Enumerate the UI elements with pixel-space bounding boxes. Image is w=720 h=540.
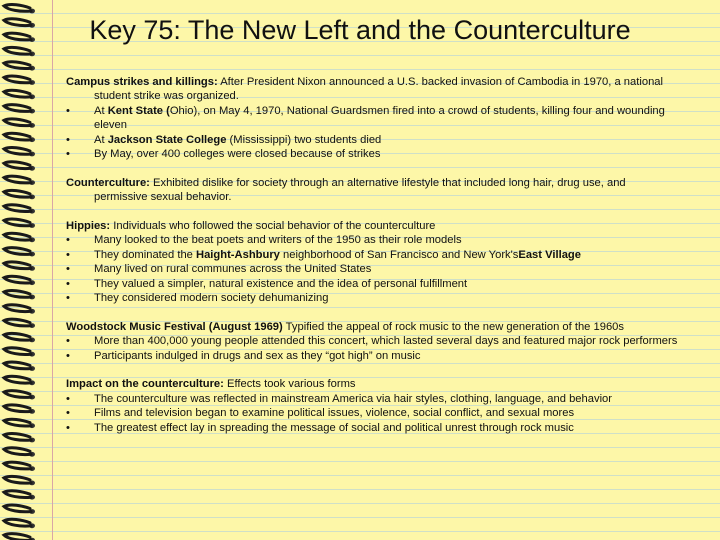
section-text: Effects took various forms: [223, 378, 356, 391]
section-counterculture: [66, 176, 678, 205]
spiral-ring: [4, 47, 35, 56]
spiral-ring: [4, 162, 35, 171]
item-text: By May, over 400 colleges were closed because of strikes: [94, 148, 381, 161]
item-text: Many looked to the beat poets and writers of the 1950 as their role models: [94, 234, 462, 247]
spiral-ring: [4, 205, 35, 214]
spiral-ring: [4, 90, 35, 99]
list-item: [66, 248, 678, 262]
section-intro: [66, 75, 678, 104]
list-item: [66, 349, 678, 363]
spiral-ring: [4, 176, 35, 185]
list-item: [66, 406, 678, 420]
item-emphasis: Kent State (: [107, 104, 170, 117]
list-item: [66, 262, 678, 276]
section-intro: [66, 219, 678, 233]
spiral-ring: [4, 133, 35, 142]
spiral-ring: [4, 5, 35, 14]
spiral-ring: [4, 148, 35, 157]
section-text: Exhibited dislike for society through an alternative lifestyle that included long hair, drug use, and permissive sexual behavior.: [94, 176, 626, 204]
spiral-ring: [4, 462, 35, 471]
section-hippies: [66, 219, 678, 305]
spiral-ring: [4, 534, 35, 540]
spiral-ring: [4, 333, 35, 342]
spiral-ring: [4, 262, 35, 271]
spiral-ring: [4, 76, 35, 85]
spiral-ring: [4, 476, 35, 485]
item-text: At: [94, 104, 108, 117]
item-text: They dominated the: [94, 248, 196, 261]
section-heading: Woodstock Music Festival (August 1969): [66, 320, 283, 333]
section-intro: [66, 320, 678, 334]
item-text: More than 400,000 young people attended this concert, which lasted several days and featured major rock performers: [94, 335, 678, 348]
spiral-ring: [4, 119, 35, 128]
item-text: (Mississippi) two students died: [226, 133, 382, 146]
section-impact: [66, 377, 678, 435]
item-text: At: [94, 133, 108, 146]
section-text: Typified the appeal of rock music to the new generation of the 1960s: [282, 320, 624, 333]
list-item: [66, 421, 678, 435]
spiral-ring: [4, 276, 35, 285]
spiral-ring: [4, 519, 35, 528]
page-title: Key 75: The New Left and the Counterculture: [89, 15, 631, 45]
section-heading: Impact on the counterculture:: [66, 378, 224, 391]
spiral-ring: [4, 362, 35, 371]
spiral-ring: [4, 434, 35, 443]
section-intro: [66, 377, 678, 391]
spiral-ring: [4, 505, 35, 514]
list-item: [66, 334, 678, 348]
item-text: Many lived on rural communes across the United States: [94, 263, 372, 276]
spiral-ring: [4, 305, 35, 314]
spiral-ring: [4, 348, 35, 357]
spiral-ring: [4, 391, 35, 400]
item-text: Films and television began to examine political issues, violence, social conflict, and sexual mores: [94, 407, 575, 420]
spiral-ring: [4, 190, 35, 199]
spiral-ring: [4, 219, 35, 228]
spiral-ring: [4, 248, 35, 257]
item-text: They valued a simpler, natural existence and the idea of personal fulfillment: [94, 277, 468, 290]
spiral-ring: [4, 376, 35, 385]
spiral-ring: [4, 233, 35, 242]
spiral-binding: [0, 0, 44, 540]
spiral-ring: [4, 319, 35, 328]
notes-body: [66, 75, 678, 449]
section-intro: [66, 176, 678, 205]
spiral-ring: [4, 448, 35, 457]
section-heading: Campus strikes and killings:: [66, 76, 218, 88]
spiral-ring: [4, 419, 35, 428]
spiral-ring: [4, 62, 35, 71]
list-item: [66, 147, 678, 161]
list-item: [66, 233, 678, 247]
item-text: Ohio), on May 4, 1970, National Guardsmen fired into a crowd of students, killing four and wounding eleven: [94, 104, 665, 132]
list-item: [66, 392, 678, 406]
item-text: Participants indulged in drugs and sex as they “got high” on music: [94, 349, 421, 362]
item-text: The counterculture was reflected in mainstream America via hair styles, clothing, language, and behavior: [94, 392, 613, 405]
list-item: [66, 277, 678, 291]
item-emphasis: Haight-Ashbury: [196, 248, 280, 261]
list-item: [66, 133, 678, 147]
spiral-ring: [4, 491, 35, 500]
spiral-ring: [4, 19, 35, 28]
item-emphasis: East Village: [518, 248, 581, 261]
section-text: Individuals who followed the social behavior of the counterculture: [110, 220, 436, 233]
item-emphasis: Jackson State College: [107, 133, 227, 146]
spiral-ring: [4, 33, 35, 42]
item-text: The greatest effect lay in spreading the message of social and political unrest through rock music: [94, 421, 574, 434]
list-item: [66, 104, 678, 133]
section-woodstock: [66, 320, 678, 363]
section-heading: Counterculture:: [66, 176, 150, 189]
spiral-ring: [4, 105, 35, 114]
list-item: [66, 291, 678, 305]
item-text: They considered modern society dehumanizing: [94, 292, 329, 305]
spiral-ring: [4, 405, 35, 414]
item-text: neighborhood of San Francisco and New York's: [279, 248, 519, 261]
section-heading: Hippies:: [66, 220, 111, 233]
section-campus-strikes: [66, 75, 678, 161]
section-text: After President Nixon announced a U.S. backed invasion of Cambodia in 1970, a national student strike was organized.: [94, 76, 664, 103]
spiral-ring: [4, 291, 35, 300]
